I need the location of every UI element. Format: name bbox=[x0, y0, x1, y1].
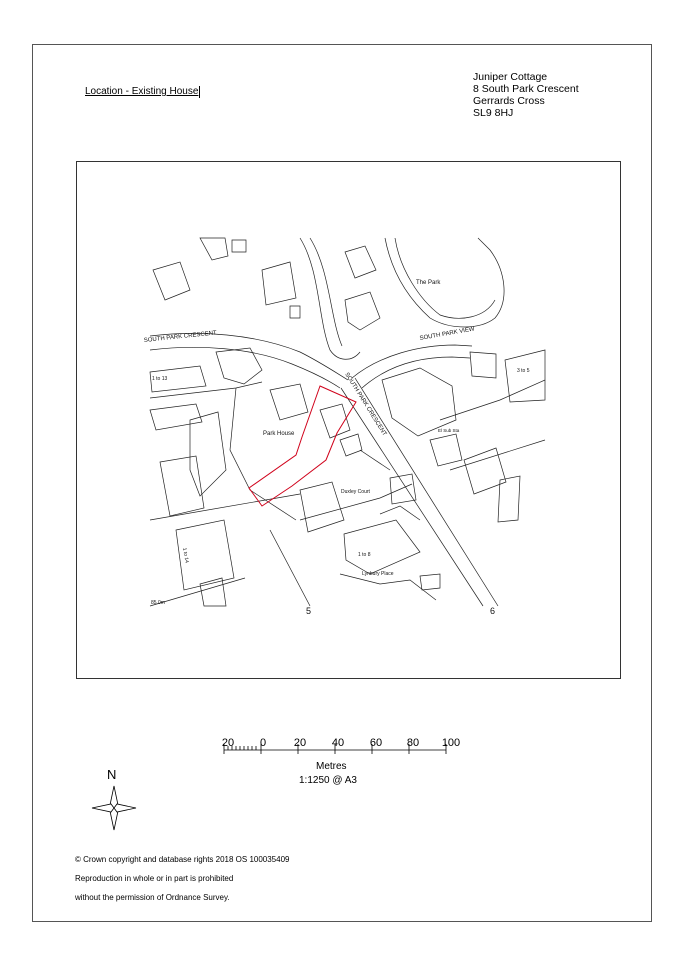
label-lynbury-place: Lynbury Place bbox=[362, 571, 394, 577]
grid-label-6: 6 bbox=[490, 606, 496, 616]
north-arrow-icon bbox=[92, 786, 136, 830]
label-3-to-5: 3 to 5 bbox=[517, 368, 530, 374]
label-el-sub-sta: El Sub Sta bbox=[438, 428, 460, 433]
scale-tick-0: 20 bbox=[221, 737, 235, 749]
address-line-1: Juniper Cottage bbox=[473, 71, 548, 83]
address-line-4: SL9 8HJ bbox=[473, 107, 514, 119]
label-south-park-crescent-diag: SOUTH PARK CRESCENT bbox=[343, 371, 388, 438]
scale-tick-4: 60 bbox=[369, 737, 383, 749]
label-1-to-8: 1 to 8 bbox=[358, 552, 371, 558]
scale-tick-5: 80 bbox=[406, 737, 420, 749]
scale-tick-2: 20 bbox=[293, 737, 307, 749]
label-spot-height: 85.0m bbox=[151, 600, 165, 606]
label-duxley-court: Duxley Court bbox=[341, 489, 370, 495]
drawing-title: Location - Existing House bbox=[85, 86, 199, 97]
label-the-park: The Park bbox=[416, 280, 441, 286]
address-line-2: 8 South Park Crescent bbox=[473, 83, 579, 95]
copyright-line-2: Reproduction in whole or in part is prohibited bbox=[75, 874, 234, 883]
copyright-line-3: without the permission of Ordnance Survey. bbox=[75, 893, 230, 902]
address-line-3: Gerrards Cross bbox=[473, 95, 545, 107]
scale-tick-1: 0 bbox=[259, 737, 267, 749]
scale-ratio: 1:1250 @ A3 bbox=[299, 775, 357, 786]
grid-label-5: 5 bbox=[306, 606, 312, 616]
copyright-line-1: © Crown copyright and database rights 2018 OS 100035409 bbox=[75, 855, 290, 864]
label-south-park-crescent-w: SOUTH PARK CRESCENT bbox=[143, 330, 218, 344]
label-park-house: Park House bbox=[263, 431, 295, 437]
label-1-to-13: 1 to 13 bbox=[152, 376, 168, 382]
label-1-to-14: 1 to 14 bbox=[181, 547, 190, 564]
label-south-park-view: SOUTH PARK VIEW bbox=[419, 326, 476, 342]
scale-tick-3: 40 bbox=[331, 737, 345, 749]
scale-units: Metres bbox=[316, 761, 347, 772]
scale-tick-6: 100 bbox=[441, 737, 461, 749]
north-label: N bbox=[107, 767, 117, 782]
